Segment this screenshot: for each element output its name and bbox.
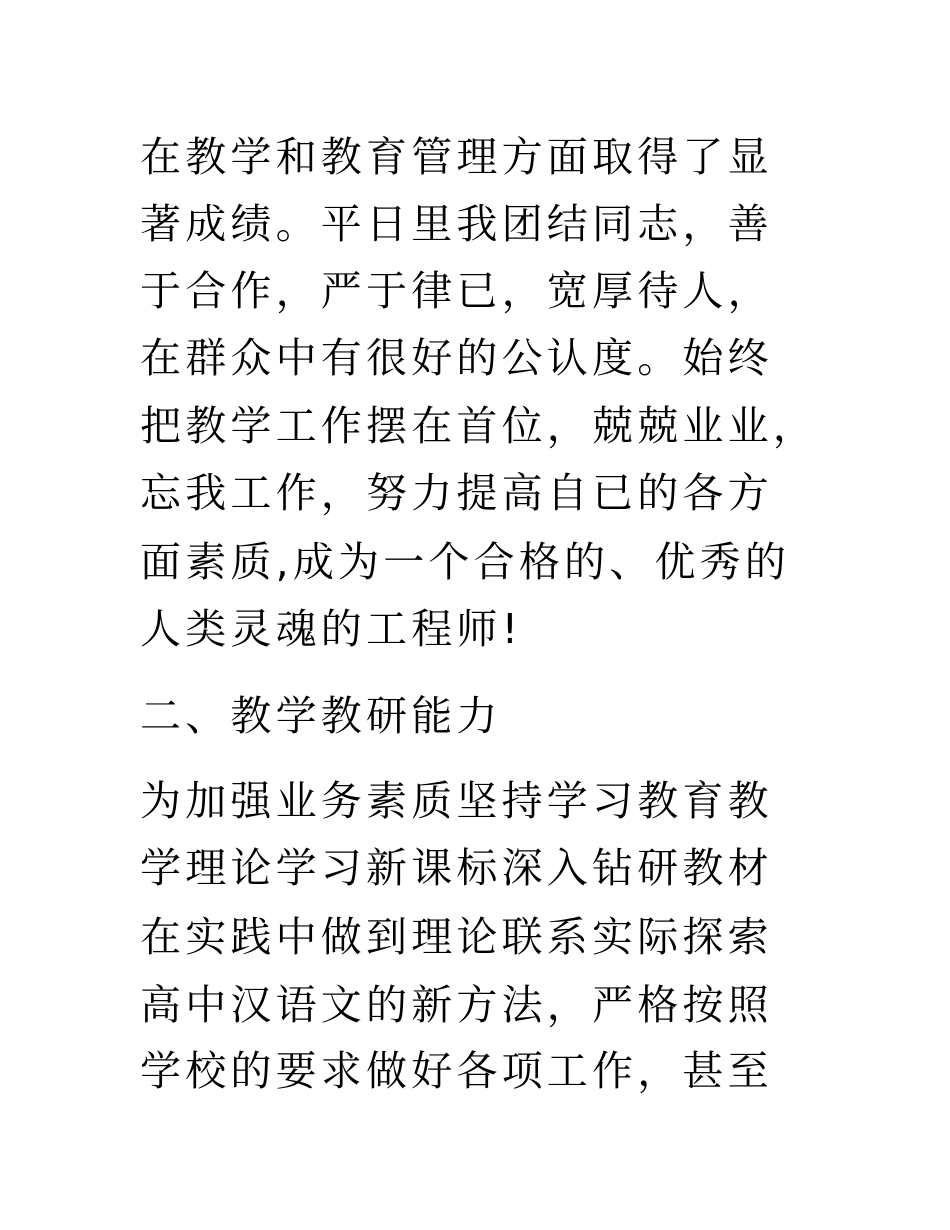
paragraph-3-line-1: 为加强业务素质坚持学习教育教 — [140, 777, 773, 825]
paragraph-1-line-7: 面素质,成为一个合格的、优秀的 — [140, 538, 791, 586]
paragraph-1-line-3: 于合作，严于律已，宽厚待人， — [140, 267, 773, 315]
paragraph-3-line-2: 学理论学习新课标深入钻研教材 — [140, 844, 773, 892]
paragraph-1-line-4: 在群众中有很好的公认度。始终 — [140, 334, 773, 382]
paragraph-3-line-5: 学校的要求做好各项工作，甚至 — [140, 1047, 773, 1095]
paragraph-1-line-2: 著成绩。平日里我团结同志，善 — [140, 200, 773, 248]
paragraph-1-line-6: 忘我工作，努力提高自已的各方 — [140, 469, 773, 517]
section-heading: 二、教学教研能力 — [140, 692, 502, 740]
paragraph-1-line-8: 人类灵魂的工程师! — [140, 605, 523, 653]
paragraph-3-line-3: 在实践中做到理论联系实际探索 — [140, 913, 773, 961]
paragraph-1-line-5: 把教学工作摆在首位，兢兢业业， — [140, 402, 818, 450]
paragraph-3-line-4: 高中汉语文的新方法，严格按照 — [140, 981, 773, 1029]
paragraph-1-line-1: 在教学和教育管理方面取得了显 — [140, 133, 773, 181]
